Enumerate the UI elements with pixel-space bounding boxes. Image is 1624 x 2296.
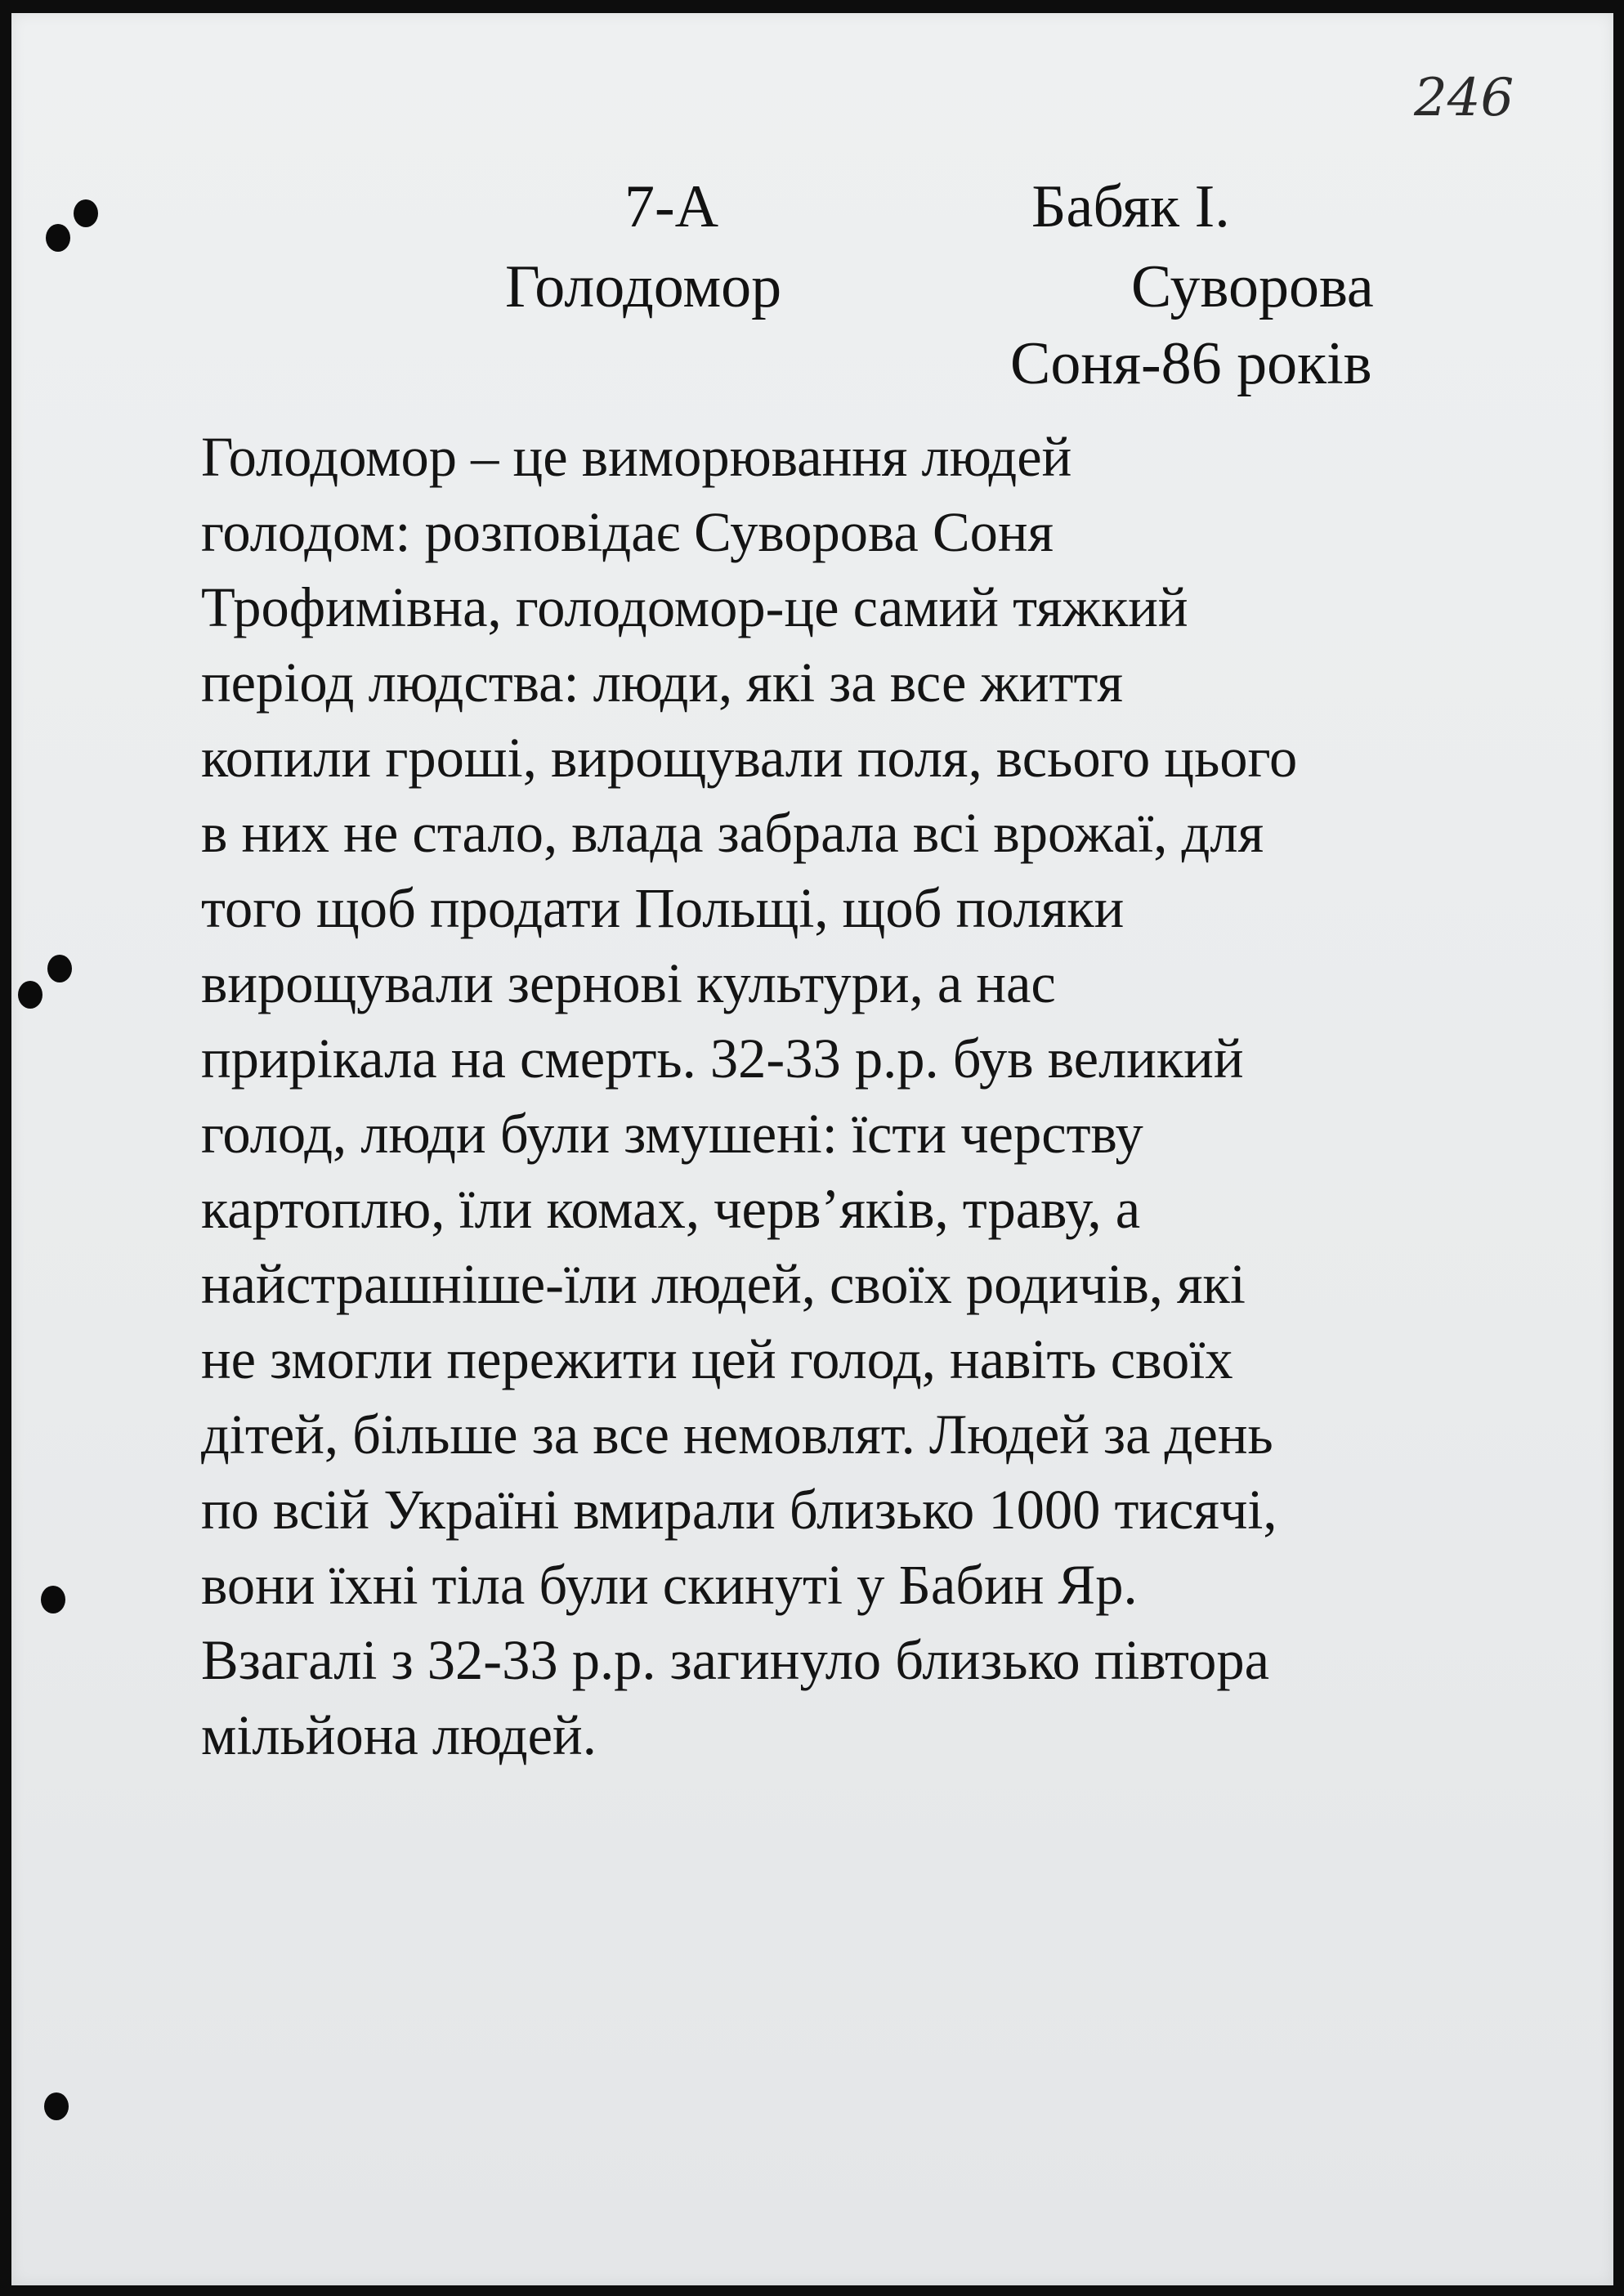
text-line: того щоб продати Польщі, щоб поляки	[201, 877, 1125, 939]
punch-hole	[18, 981, 43, 1009]
punch-hole	[47, 955, 72, 982]
text-line: Голодомор – це виморювання людей	[201, 426, 1072, 488]
text-line: дітей, більше за все немовлят. Людей за день	[201, 1403, 1273, 1466]
text-line: голодом: розповідає Суворова Соня	[201, 501, 1054, 563]
text-line: найстрашніше-їли людей, своїх родичів, які	[201, 1253, 1246, 1315]
student-name: Бабяк І.	[1031, 173, 1230, 240]
text-line: Трофимівна, голодомор-це самий тяжкий	[201, 576, 1188, 638]
text-line: вирощували зернові культури, а нас	[201, 952, 1056, 1014]
punch-hole	[44, 2092, 69, 2120]
text-line: Взагалі з 32-33 р.р. загинуло близько півтора	[201, 1629, 1269, 1691]
narrator-name-age: Соня-86 років	[1010, 330, 1372, 397]
class-label: 7-А	[624, 173, 719, 240]
text-line: голод, люди були змушені: їсти черству	[201, 1103, 1143, 1165]
punch-hole	[41, 1586, 65, 1613]
topic-title: Голодомор	[505, 253, 782, 320]
text-line: період людства: люди, які за все життя	[201, 651, 1124, 714]
narrator-surname: Суворова	[1131, 253, 1374, 320]
text-line: вони їхні тіла були скинуті у Бабин Яр.	[201, 1554, 1138, 1616]
text-line: прирікала на смерть. 32-33 р.р. був великий	[201, 1027, 1244, 1090]
text-line: по всій Україні вмирали близько 1000 тисячі,	[201, 1479, 1277, 1541]
text-line: картоплю, їли комах, черв’яків, траву, а	[201, 1178, 1141, 1240]
text-line: копили гроші, вирощували поля, всього цього	[201, 727, 1298, 789]
punch-hole	[74, 199, 98, 227]
testimony-text	[201, 419, 1476, 1773]
paper-sheet	[11, 13, 1613, 2285]
text-line: мільйона людей.	[201, 1704, 597, 1766]
handwritten-folio-number: 246	[1414, 68, 1514, 128]
punch-hole	[46, 224, 70, 252]
text-line: не змогли пережити цей голод, навіть своїх	[201, 1328, 1233, 1390]
text-line: в них не стало, влада забрала всі врожаї, для	[201, 802, 1264, 864]
